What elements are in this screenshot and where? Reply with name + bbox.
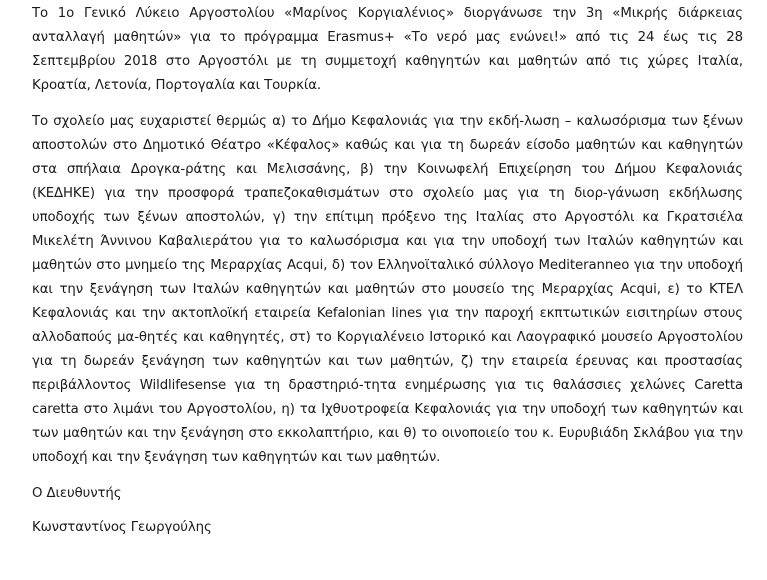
intro-paragraph: Το 1ο Γενικό Λύκειο Αργοστολίου «Μαρίνος Κοργιαλένιος» διοργάνωσε την 3η «Μικρής διάρκειας ανταλλαγή μαθητών» για το πρόγραμμα Erasmus+ «Το νερό μας ενώνει!» από τις 24 έως τις 28 Σεπτεμβρίου 2018 στο Αργοστόλι με τη συμμετοχή καθηγητών και μαθητών από τις χώρες Ιταλία, Κροατία, Λετονία, Πορτογαλία και Τουρκία. [32,6,743,93]
signature-role: Ο Διευθυντής [32,486,122,501]
signature-name: Κωνσταντίνος Γεωργούλης [32,520,212,535]
article-body [32,0,743,540]
thanks-paragraph: Το σχολείο μας ευχαριστεί θερμώς α) το Δήμο Κεφαλονιάς για την εκδή-λωση – καλωσόρισμα των ξένων αποστολών στο Δημοτικό Θέατρο «Κέφαλος» καθώς και για τη δωρεάν είσοδο μαθητών και καθηγητών στα σπήλαια Δρογκα-ράτης και Μελισσάνης, β) την Κοινωφελή Επιχείρηση του Δήμου Κεφαλονιάς (ΚΕΔΗΚΕ) για την προσφορά τραπεζοκαθισμάτων στο σχολείο μας για τη διορ-γάνωση εκδήλωσης υποδοχής των ξένων αποστολών, γ) την επίτιμη πρόξενο της Ιταλίας στο Αργοστόλι κα Γκρατσιέλα Μικελέτη Άννινου Καβαλιεράτου για το καλωσόρισμα και για την υποδοχή των Ιταλών καθηγητών και μαθητών στο μνημείο της Μεραρχίας Acqui, δ) τον Ελληνοϊταλικό σύλλογο Mediteranneo για την υποδοχή και την ξενάγηση των Ιταλών καθηγητών και μαθητών στο μουσείο της Μεραρχίας Acqui, ε) το ΚΤΕΛ Κεφαλονιάς και την ακτοπλοϊκή εταιρεία Kefalonian lines για την παροχή εκπτωτικών εισιτηρίων στους αλλοδαπούς μα-θητές και καθηγητές, στ) το Κοργιαλένειο Ιστορικό και Λαογραφικό μουσείο Αργοστολίου για τη δωρεάν ξενάγηση των καθηγητών και των μαθητών, ζ) την εταιρεία έρευνας και προστασίας περιβάλλοντος Wildlifesense για τη δραστηριό-τητα ενημέρωσης για τις θαλάσσιες χελώνες Caretta caretta στο λιμάνι του Αργοστολίου, η) τα Ιχθυοτροφεία Κεφαλονιάς για την υποδοχή των καθηγητών και των μαθητών και την ξενάγηση στο εκκολαπτήριο, και θ) το οινοποιείο του κ. Ευρυβιάδη Σκλάβου για την υποδοχή και την ξενάγηση των καθηγητών και των μαθητών. [32,114,743,465]
